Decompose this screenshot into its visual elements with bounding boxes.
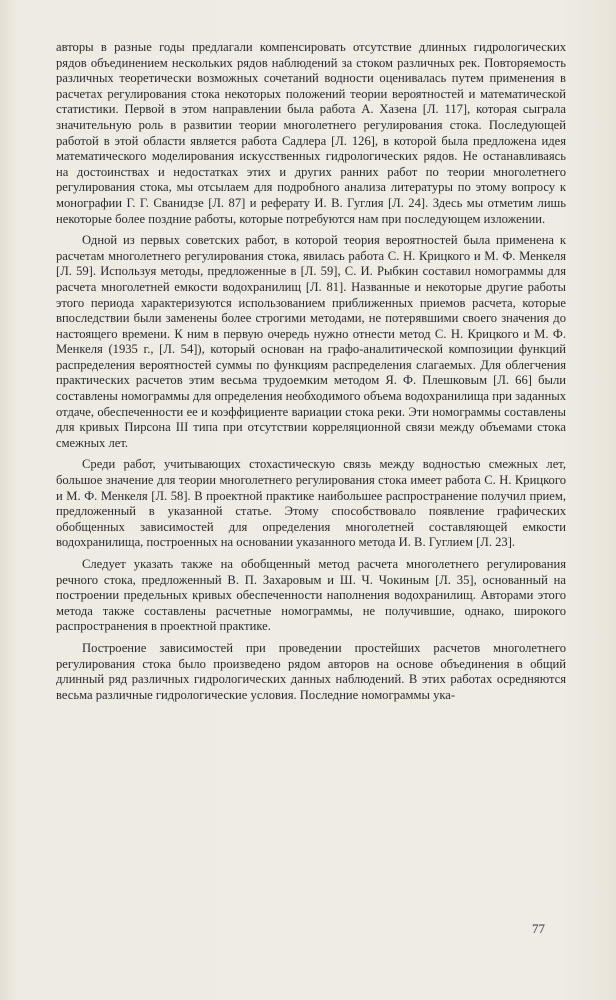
body-text — [56, 40, 566, 709]
paragraph-3: Среди работ, учитывающих стохастическую связь между водностью смежных лет, большое значение для теории многолетнего регулирования стока имеет работа С. Н. Крицкого и М. Ф. Менкеля [Л. 58]. В проектной практике наибольшее распространение получил прием, предложенный в указанной статье. Этому способствовало появление графических обобщенных зависимостей для определения многолетней составляющей емкости водохранилища, построенных на основании указанного метода И. В. Гуглием [Л. 23]. — [56, 457, 566, 550]
page-number: 77 — [532, 921, 545, 936]
paragraph-5: Построение зависимостей при проведении простейших расчетов многолетнего регулирования стока было произведено рядом авторов на основе объединения в общий длинный ряд различных гидрологических данных наблюдений. В этих работах осредняются весьма различные гидрологические условия. Последние номограммы ука- — [56, 640, 566, 702]
paragraph-2: Одной из первых советских работ, в которой теория вероятностей была применена к расчетам многолетнего регулирования стока, явилась работа С. Н. Крицкого и М. Ф. Менкеля [Л. 59]. Используя методы, предложенные в [Л. 59], С. И. Рыбкин составил номограммы для расчета многолетней емкости водохранилищ [Л. 81]. Названные и некоторые другие работы этого периода характеризуются использованием приближенных приемов расчета, которые впоследствии были заменены более строгими методами, не потерявшими своего значения до настоящего времени. К ним в первую очередь нужно отнести метод С. Н. Крицкого и М. Ф. Менкеля (1935 г., [Л. 54]), который основан на графо-аналитической композиции функций распределения вероятностей суммы по функциям распределения слагаемых. Для облегчения практических расчетов этим весьма трудоемким методом Я. Ф. Плешковым [Л. 66] были составлены номограммы для определения необходимого объема водохранилища при заданных отдаче, обеспеченности ее и коэффициенте вариации стока реки. Эти номограммы составлены для кривых Пирсона III типа при отсутствии корреляционной связи между объемами стока смежных лет. — [56, 233, 566, 450]
paragraph-4: Следует указать также на обобщенный метод расчета многолетнего регулирования речного стока, предложенный В. П. Захаровым и Ш. Ч. Чокиным [Л. 35], основанный на построении предельных кривых обеспеченности наполнения водохранилищ. Авторами этого метода также составлены расчетные номограммы, не получившие, однако, широкого распространения в проектной практике. — [56, 557, 566, 634]
paragraph-1: авторы в разные годы предлагали компенсировать отсутствие длинных гидрологических рядов объединением нескольких рядов наблюдений за стоком различных рек. Повторяемость различных теоретически возможных сочетаний водности оценивалась путем применения в расчетах регулирования стока некоторых положений теории вероятностей и математической статистики. Первой в этом направлении была работа А. Хазена [Л. 117], которая сыграла значительную роль в развитии теории многолетнего регулирования стока. Последующей работой в этой области является работа Садлера [Л. 126], в которой была предложена идея математического моделирования искусственных гидрологических рядов. Не останавливаясь на достоинствах и недостатках этих и других ранних работ по теории многолетнего регулирования стока, мы отсылаем для подробного анализа литературы по этому вопросу к монографии Г. Г. Сванидзе [Л. 87] и реферату И. В. Гуглия [Л. 24]. Здесь мы отметим лишь некоторые более поздние работы, которые потребуются нам при последующем изложении. — [56, 40, 566, 226]
